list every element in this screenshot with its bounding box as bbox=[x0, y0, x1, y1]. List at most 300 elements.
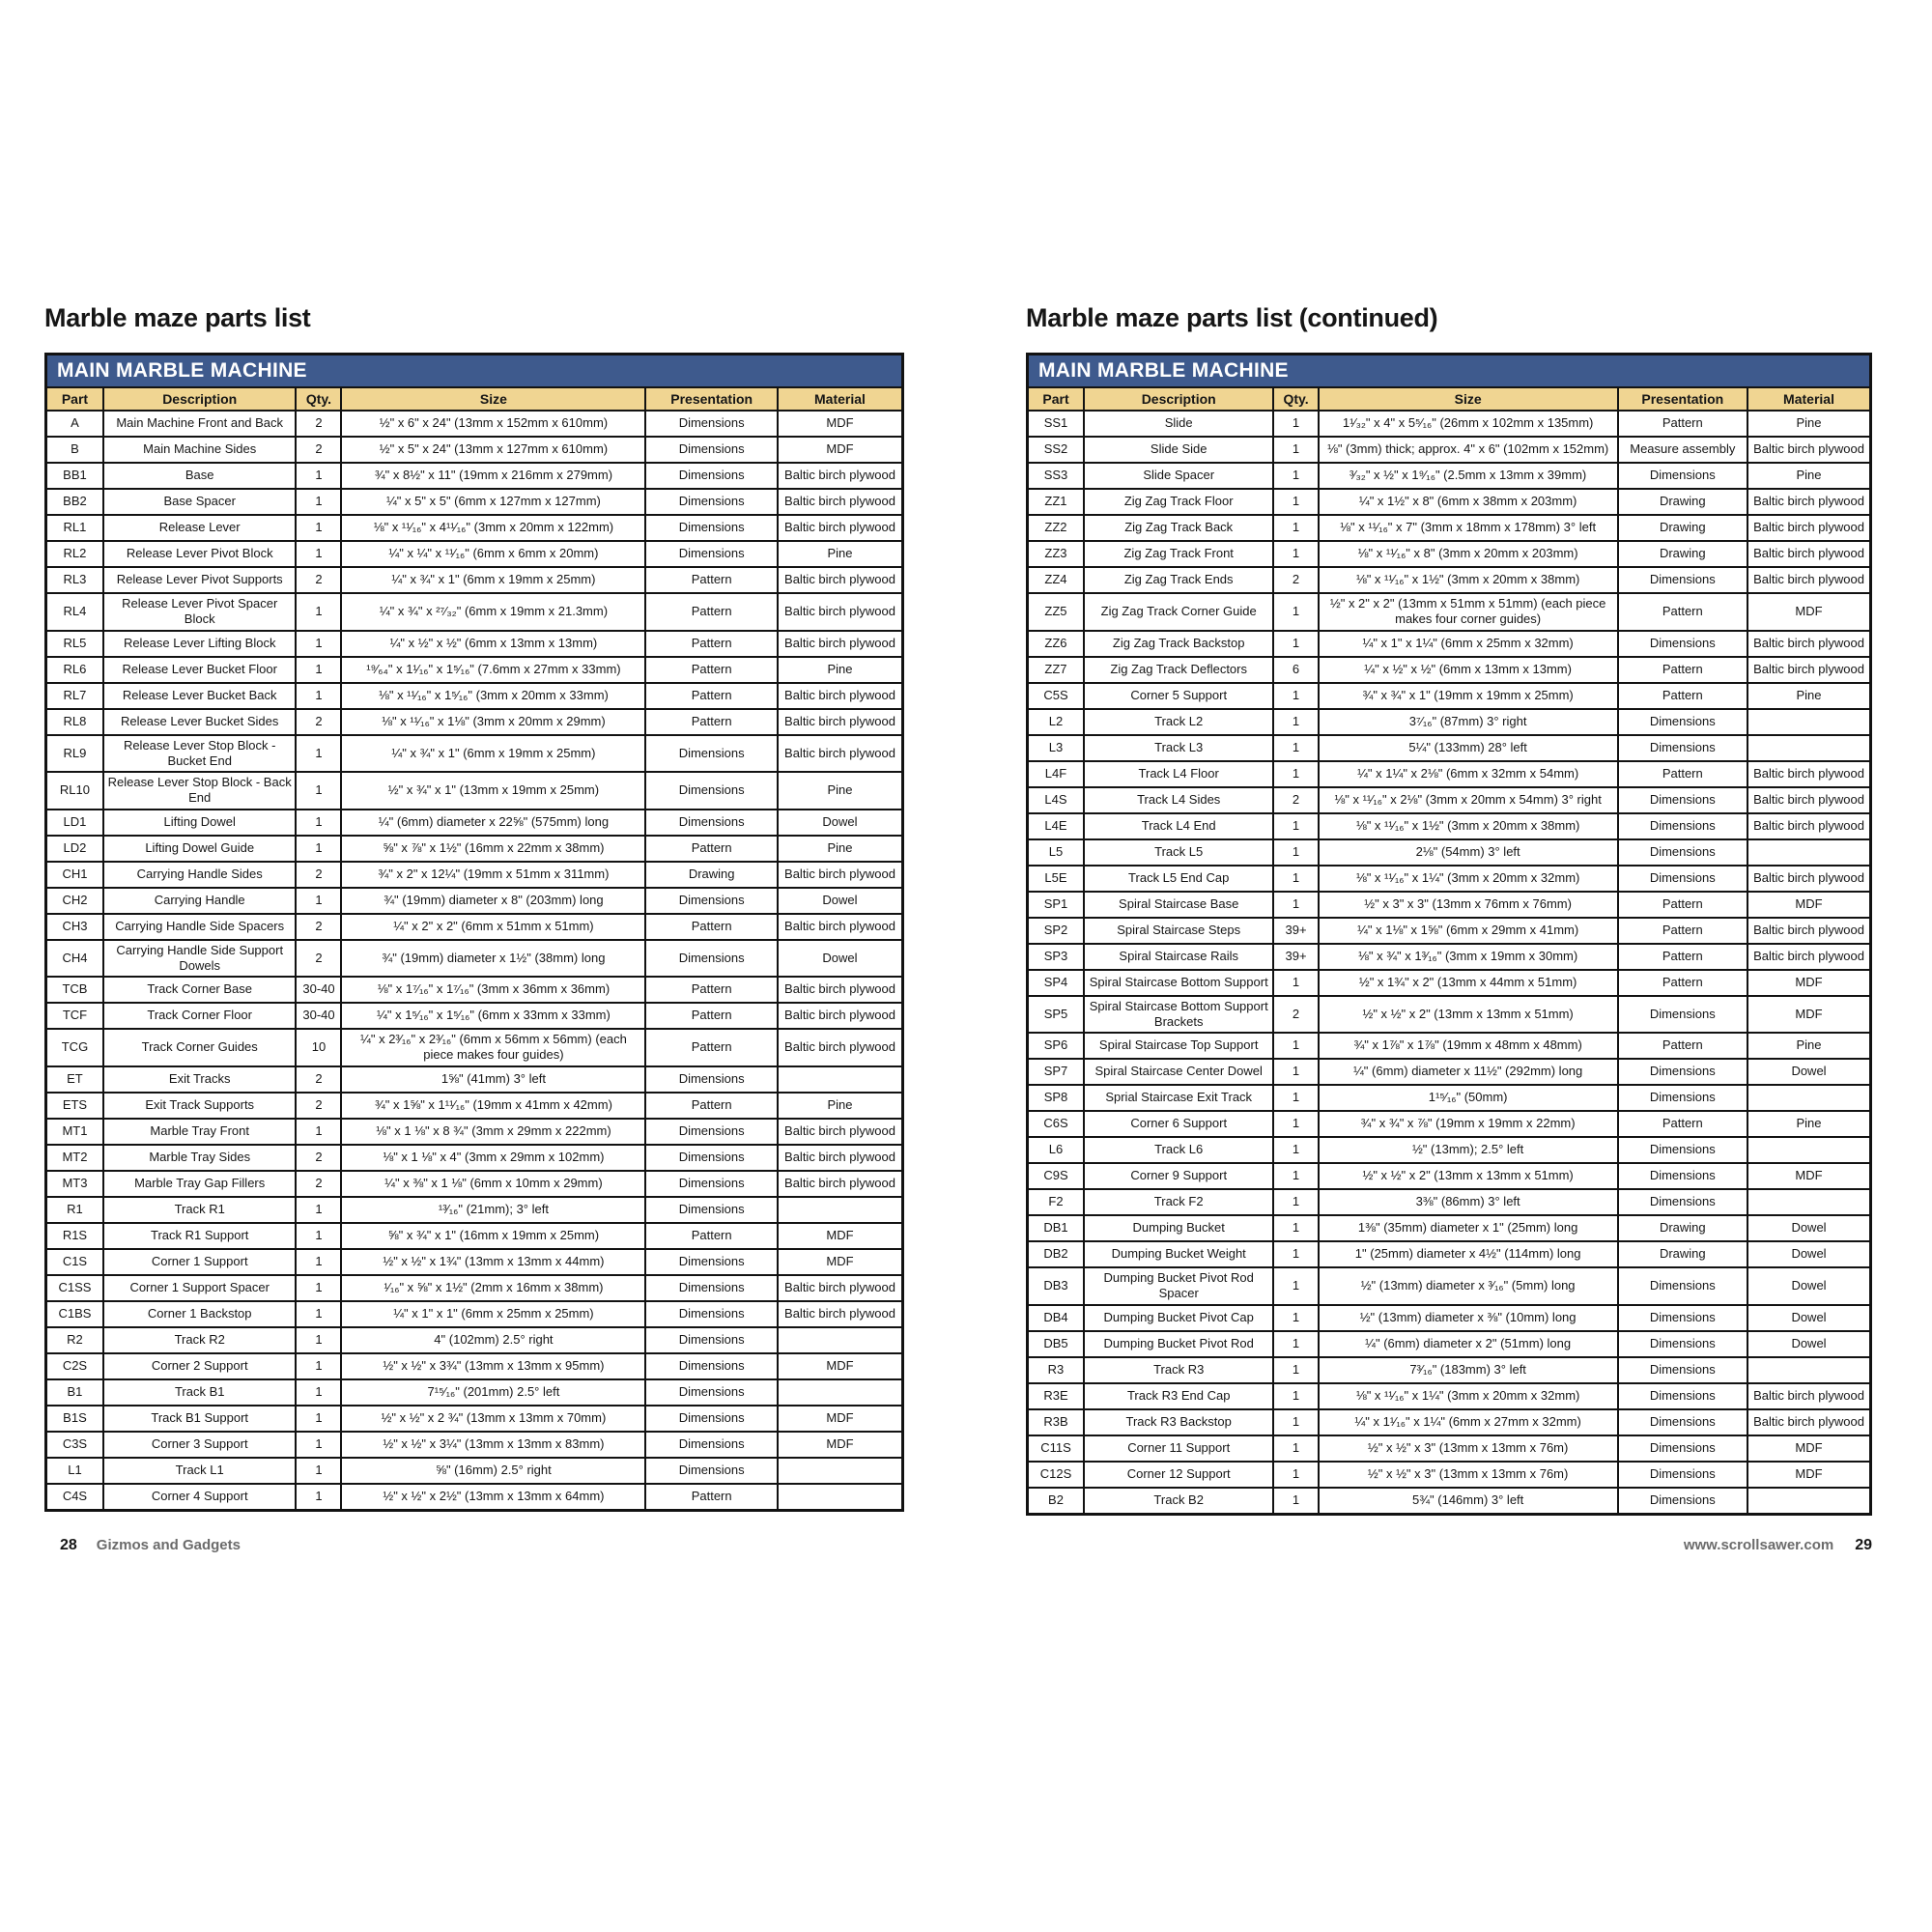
column-header-description: Description bbox=[1084, 387, 1273, 411]
cell-part: DB3 bbox=[1028, 1267, 1084, 1305]
cell-presentation: Dimensions bbox=[1618, 1137, 1747, 1163]
cell-description: Corner 1 Backstop bbox=[103, 1301, 297, 1327]
column-header-size: Size bbox=[341, 387, 645, 411]
cell-qty: 1 bbox=[1273, 631, 1318, 657]
cell-presentation: Pattern bbox=[1618, 1033, 1747, 1059]
column-header-size: Size bbox=[1319, 387, 1618, 411]
cell-size: ¼" x 1¹⁄₁₆" x 1¼" (6mm x 27mm x 32mm) bbox=[1319, 1409, 1618, 1435]
cell-size: 7¹⁵⁄₁₆" (201mm) 2.5° left bbox=[341, 1379, 645, 1406]
cell-presentation: Pattern bbox=[1618, 593, 1747, 631]
cell-description: Corner 12 Support bbox=[1084, 1462, 1273, 1488]
cell-size: ½" x 2" x 2" (13mm x 51mm x 51mm) (each piece makes four corner guides) bbox=[1319, 593, 1618, 631]
cell-size: ¼" x 1" x 1" (6mm x 25mm x 25mm) bbox=[341, 1301, 645, 1327]
cell-part: RL8 bbox=[46, 709, 103, 735]
table-row bbox=[46, 1432, 903, 1458]
cell-part: SP3 bbox=[1028, 944, 1084, 970]
cell-part: SP2 bbox=[1028, 918, 1084, 944]
cell-part: C5S bbox=[1028, 683, 1084, 709]
cell-qty: 1 bbox=[296, 1484, 341, 1511]
table-row bbox=[1028, 1383, 1871, 1409]
cell-size: 1" (25mm) diameter x 4½" (114mm) long bbox=[1319, 1241, 1618, 1267]
cell-size: ½" x ½" x 2" (13mm x 13mm x 51mm) bbox=[1319, 1163, 1618, 1189]
table-row bbox=[46, 810, 903, 836]
cell-part: SS3 bbox=[1028, 463, 1084, 489]
cell-material: Baltic birch plywood bbox=[778, 1275, 903, 1301]
cell-material: Dowel bbox=[1747, 1241, 1870, 1267]
cell-material: Dowel bbox=[1747, 1305, 1870, 1331]
cell-presentation: Drawing bbox=[1618, 1241, 1747, 1267]
cell-material: Baltic birch plywood bbox=[778, 709, 903, 735]
cell-part: L1 bbox=[46, 1458, 103, 1484]
cell-material: Baltic birch plywood bbox=[778, 1119, 903, 1145]
cell-qty: 1 bbox=[296, 1301, 341, 1327]
cell-size: ½" (13mm) diameter x ³⁄₁₆" (5mm) long bbox=[1319, 1267, 1618, 1305]
cell-size: ¾" (19mm) diameter x 8" (203mm) long bbox=[341, 888, 645, 914]
cell-part: RL5 bbox=[46, 631, 103, 657]
table-row bbox=[1028, 1488, 1871, 1515]
cell-qty: 1 bbox=[296, 1379, 341, 1406]
table-row bbox=[1028, 657, 1871, 683]
cell-presentation: Dimensions bbox=[645, 1301, 778, 1327]
cell-size: ¼" x 1¼" x 2⅛" (6mm x 32mm x 54mm) bbox=[1319, 761, 1618, 787]
cell-presentation: Measure assembly bbox=[1618, 437, 1747, 463]
table-row bbox=[1028, 1241, 1871, 1267]
page-title: Marble maze parts list bbox=[44, 303, 311, 332]
cell-material: Baltic birch plywood bbox=[778, 1029, 903, 1066]
cell-size: ⅛" x 1⁷⁄₁₆" x 1⁷⁄₁₆" (3mm x 36mm x 36mm) bbox=[341, 977, 645, 1003]
column-header-part: Part bbox=[46, 387, 103, 411]
cell-part: ZZ2 bbox=[1028, 515, 1084, 541]
cell-part: TCF bbox=[46, 1003, 103, 1029]
cell-presentation: Pattern bbox=[1618, 1111, 1747, 1137]
cell-description: Release Lever bbox=[103, 515, 297, 541]
cell-material: Dowel bbox=[778, 940, 903, 978]
cell-material: Pine bbox=[1747, 463, 1870, 489]
cell-size: ⅛" (3mm) thick; approx. 4" x 6" (102mm x 152mm) bbox=[1319, 437, 1618, 463]
table-row bbox=[1028, 1435, 1871, 1462]
cell-part: L5E bbox=[1028, 866, 1084, 892]
table-row bbox=[1028, 709, 1871, 735]
table-row bbox=[1028, 970, 1871, 996]
cell-qty: 1 bbox=[1273, 839, 1318, 866]
cell-part: CH1 bbox=[46, 862, 103, 888]
cell-material: Baltic birch plywood bbox=[1747, 787, 1870, 813]
cell-description: Lifting Dowel Guide bbox=[103, 836, 297, 862]
cell-presentation: Dimensions bbox=[645, 1353, 778, 1379]
cell-presentation: Dimensions bbox=[1618, 735, 1747, 761]
cell-size: ¼" x 1" x 1¼" (6mm x 25mm x 32mm) bbox=[1319, 631, 1618, 657]
cell-description: Release Lever Stop Block - Back End bbox=[103, 772, 297, 810]
page-left bbox=[44, 303, 904, 1512]
cell-material bbox=[1747, 839, 1870, 866]
cell-size: ⅛" x ¹¹⁄₁₆" x 2⅛" (3mm x 20mm x 54mm) 3° right bbox=[1319, 787, 1618, 813]
footer-text: Gizmos and Gadgets bbox=[96, 1537, 241, 1553]
cell-part: RL1 bbox=[46, 515, 103, 541]
cell-part: DB2 bbox=[1028, 1241, 1084, 1267]
cell-part: SP5 bbox=[1028, 996, 1084, 1034]
cell-part: R1S bbox=[46, 1223, 103, 1249]
cell-description: Corner 3 Support bbox=[103, 1432, 297, 1458]
cell-description: Track L1 bbox=[103, 1458, 297, 1484]
table-row bbox=[46, 1301, 903, 1327]
cell-qty: 2 bbox=[296, 1171, 341, 1197]
table-row bbox=[1028, 839, 1871, 866]
cell-description: Corner 6 Support bbox=[1084, 1111, 1273, 1137]
cell-description: Track L2 bbox=[1084, 709, 1273, 735]
cell-size: 5¾" (146mm) 3° left bbox=[1319, 1488, 1618, 1515]
cell-size: ¼" x 1⅛" x 1⅝" (6mm x 29mm x 41mm) bbox=[1319, 918, 1618, 944]
section-header-row bbox=[1028, 355, 1871, 388]
cell-presentation: Dimensions bbox=[645, 1275, 778, 1301]
cell-qty: 1 bbox=[296, 515, 341, 541]
cell-size: ⅛" x ¹¹⁄₁₆" x 1½" (3mm x 20mm x 38mm) bbox=[1319, 813, 1618, 839]
table-row bbox=[46, 1275, 903, 1301]
cell-presentation: Dimensions bbox=[645, 463, 778, 489]
cell-size: ½" (13mm); 2.5° left bbox=[1319, 1137, 1618, 1163]
cell-qty: 1 bbox=[1273, 970, 1318, 996]
cell-material: Baltic birch plywood bbox=[778, 489, 903, 515]
table-row bbox=[46, 411, 903, 437]
cell-presentation: Pattern bbox=[645, 657, 778, 683]
table-row bbox=[46, 631, 903, 657]
cell-description: Marble Tray Front bbox=[103, 1119, 297, 1145]
cell-qty: 1 bbox=[296, 810, 341, 836]
cell-material: Baltic birch plywood bbox=[778, 631, 903, 657]
table-row bbox=[46, 463, 903, 489]
cell-qty: 1 bbox=[1273, 515, 1318, 541]
cell-presentation: Dimensions bbox=[645, 1119, 778, 1145]
cell-material: MDF bbox=[1747, 593, 1870, 631]
cell-size: ½" x ½" x 1¾" (13mm x 13mm x 44mm) bbox=[341, 1249, 645, 1275]
cell-qty: 2 bbox=[296, 1066, 341, 1093]
cell-size: ½" x ½" x 3" (13mm x 13mm x 76m) bbox=[1319, 1462, 1618, 1488]
cell-presentation: Dimensions bbox=[1618, 463, 1747, 489]
table-row bbox=[1028, 1163, 1871, 1189]
cell-size: ¼" x 2" x 2" (6mm x 51mm x 51mm) bbox=[341, 914, 645, 940]
table-row bbox=[1028, 918, 1871, 944]
cell-part: DB5 bbox=[1028, 1331, 1084, 1357]
cell-description: Release Lever Stop Block - Bucket End bbox=[103, 735, 297, 773]
cell-material bbox=[778, 1197, 903, 1223]
cell-part: R3B bbox=[1028, 1409, 1084, 1435]
cell-size: 1⅝" (41mm) 3° left bbox=[341, 1066, 645, 1093]
cell-qty: 1 bbox=[296, 489, 341, 515]
cell-material: Baltic birch plywood bbox=[1747, 437, 1870, 463]
table-row bbox=[1028, 1331, 1871, 1357]
cell-presentation: Dimensions bbox=[1618, 787, 1747, 813]
cell-presentation: Dimensions bbox=[645, 1406, 778, 1432]
cell-qty: 2 bbox=[1273, 567, 1318, 593]
cell-qty: 1 bbox=[1273, 1409, 1318, 1435]
cell-material: MDF bbox=[1747, 996, 1870, 1034]
table-row bbox=[46, 657, 903, 683]
cell-qty: 1 bbox=[1273, 1033, 1318, 1059]
table-row bbox=[1028, 515, 1871, 541]
cell-size: ⅝" (16mm) 2.5° right bbox=[341, 1458, 645, 1484]
table-row bbox=[1028, 866, 1871, 892]
cell-qty: 1 bbox=[1273, 1111, 1318, 1137]
table-row bbox=[1028, 489, 1871, 515]
cell-part: DB4 bbox=[1028, 1305, 1084, 1331]
table-row bbox=[46, 1458, 903, 1484]
cell-qty: 1 bbox=[296, 657, 341, 683]
table-row bbox=[46, 1197, 903, 1223]
cell-material: Pine bbox=[1747, 683, 1870, 709]
table-row bbox=[1028, 813, 1871, 839]
cell-qty: 1 bbox=[296, 888, 341, 914]
table-row bbox=[1028, 1409, 1871, 1435]
page-footer-left bbox=[60, 1537, 241, 1554]
cell-qty: 1 bbox=[1273, 411, 1318, 437]
table-row bbox=[1028, 567, 1871, 593]
cell-part: LD2 bbox=[46, 836, 103, 862]
cell-qty: 2 bbox=[296, 914, 341, 940]
parts-table-left bbox=[44, 353, 904, 1512]
cell-qty: 2 bbox=[296, 940, 341, 978]
cell-description: Spiral Staircase Rails bbox=[1084, 944, 1273, 970]
cell-part: SP7 bbox=[1028, 1059, 1084, 1085]
table-row bbox=[1028, 944, 1871, 970]
cell-presentation: Dimensions bbox=[645, 735, 778, 773]
table-section-header: MAIN MARBLE MACHINE bbox=[46, 355, 903, 388]
cell-description: Spiral Staircase Base bbox=[1084, 892, 1273, 918]
cell-description: Track R3 End Cap bbox=[1084, 1383, 1273, 1409]
cell-part: L4S bbox=[1028, 787, 1084, 813]
cell-size: ¼" x ⅜" x 1 ⅛" (6mm x 10mm x 29mm) bbox=[341, 1171, 645, 1197]
cell-size: 5¼" (133mm) 28° left bbox=[1319, 735, 1618, 761]
cell-qty: 1 bbox=[296, 463, 341, 489]
table-row bbox=[46, 683, 903, 709]
table-row bbox=[1028, 761, 1871, 787]
cell-part: BB2 bbox=[46, 489, 103, 515]
cell-description: Slide Spacer bbox=[1084, 463, 1273, 489]
cell-material: Pine bbox=[1747, 1111, 1870, 1137]
cell-material: Baltic birch plywood bbox=[778, 862, 903, 888]
cell-size: ¾" x ¾" x ⅞" (19mm x 19mm x 22mm) bbox=[1319, 1111, 1618, 1137]
cell-qty: 1 bbox=[296, 1197, 341, 1223]
cell-part: SP1 bbox=[1028, 892, 1084, 918]
cell-presentation: Dimensions bbox=[1618, 1059, 1747, 1085]
cell-material: Baltic birch plywood bbox=[1747, 866, 1870, 892]
cell-part: RL9 bbox=[46, 735, 103, 773]
cell-material: MDF bbox=[778, 1249, 903, 1275]
cell-description: Track Corner Floor bbox=[103, 1003, 297, 1029]
cell-part: CH3 bbox=[46, 914, 103, 940]
cell-description: Track L5 bbox=[1084, 839, 1273, 866]
cell-material: MDF bbox=[1747, 1462, 1870, 1488]
cell-size: ¼" (6mm) diameter x 2" (51mm) long bbox=[1319, 1331, 1618, 1357]
cell-qty: 1 bbox=[1273, 1163, 1318, 1189]
cell-qty: 1 bbox=[296, 1275, 341, 1301]
table-row bbox=[46, 1066, 903, 1093]
cell-description: Track B1 Support bbox=[103, 1406, 297, 1432]
cell-presentation: Drawing bbox=[1618, 515, 1747, 541]
cell-part: L2 bbox=[1028, 709, 1084, 735]
cell-qty: 30-40 bbox=[296, 1003, 341, 1029]
cell-qty: 1 bbox=[1273, 1059, 1318, 1085]
cell-part: CH2 bbox=[46, 888, 103, 914]
page-number: 29 bbox=[1855, 1537, 1872, 1553]
cell-description: Track F2 bbox=[1084, 1189, 1273, 1215]
cell-part: L3 bbox=[1028, 735, 1084, 761]
table-row bbox=[46, 1029, 903, 1066]
cell-material: Dowel bbox=[778, 888, 903, 914]
cell-qty: 1 bbox=[296, 1119, 341, 1145]
cell-part: RL4 bbox=[46, 593, 103, 631]
table-row bbox=[1028, 1111, 1871, 1137]
cell-size: ¾" x 2" x 12¼" (19mm x 51mm x 311mm) bbox=[341, 862, 645, 888]
table-row bbox=[1028, 1215, 1871, 1241]
cell-qty: 1 bbox=[296, 1353, 341, 1379]
cell-qty: 10 bbox=[296, 1029, 341, 1066]
cell-presentation: Pattern bbox=[1618, 657, 1747, 683]
table-row bbox=[1028, 1033, 1871, 1059]
cell-qty: 1 bbox=[1273, 541, 1318, 567]
cell-presentation: Dimensions bbox=[1618, 839, 1747, 866]
cell-part: MT1 bbox=[46, 1119, 103, 1145]
cell-qty: 2 bbox=[1273, 787, 1318, 813]
cell-presentation: Dimensions bbox=[645, 489, 778, 515]
cell-size: ¼" x ½" x ½" (6mm x 13mm x 13mm) bbox=[341, 631, 645, 657]
cell-part: ET bbox=[46, 1066, 103, 1093]
cell-description: Base bbox=[103, 463, 297, 489]
cell-description: Spiral Staircase Bottom Support Brackets bbox=[1084, 996, 1273, 1034]
cell-part: MT2 bbox=[46, 1145, 103, 1171]
cell-part: SS2 bbox=[1028, 437, 1084, 463]
table-row bbox=[46, 567, 903, 593]
cell-material: Pine bbox=[1747, 411, 1870, 437]
cell-size: ½" x 5" x 24" (13mm x 127mm x 610mm) bbox=[341, 437, 645, 463]
parts-table-right bbox=[1026, 353, 1872, 1516]
cell-description: Marble Tray Sides bbox=[103, 1145, 297, 1171]
cell-size: ¼" x ¾" x 1" (6mm x 19mm x 25mm) bbox=[341, 735, 645, 773]
cell-part: A bbox=[46, 411, 103, 437]
cell-description: Carrying Handle Side Support Dowels bbox=[103, 940, 297, 978]
cell-qty: 1 bbox=[1273, 866, 1318, 892]
cell-part: C3S bbox=[46, 1432, 103, 1458]
table-row bbox=[1028, 1305, 1871, 1331]
cell-description: Corner 4 Support bbox=[103, 1484, 297, 1511]
cell-part: R2 bbox=[46, 1327, 103, 1353]
cell-size: ½" x ½" x 2 ¾" (13mm x 13mm x 70mm) bbox=[341, 1406, 645, 1432]
cell-description: Track L3 bbox=[1084, 735, 1273, 761]
cell-description: Main Machine Front and Back bbox=[103, 411, 297, 437]
cell-part: R1 bbox=[46, 1197, 103, 1223]
cell-description: Track Corner Guides bbox=[103, 1029, 297, 1066]
cell-description: Track L4 End bbox=[1084, 813, 1273, 839]
cell-qty: 2 bbox=[296, 567, 341, 593]
cell-material: Baltic birch plywood bbox=[778, 1003, 903, 1029]
cell-material bbox=[778, 1458, 903, 1484]
cell-size: ¾" x 1⅝" x 1¹¹⁄₁₆" (19mm x 41mm x 42mm) bbox=[341, 1093, 645, 1119]
cell-qty: 6 bbox=[1273, 657, 1318, 683]
cell-part: BB1 bbox=[46, 463, 103, 489]
cell-material: Baltic birch plywood bbox=[1747, 761, 1870, 787]
cell-presentation: Dimensions bbox=[1618, 1331, 1747, 1357]
cell-part: C6S bbox=[1028, 1111, 1084, 1137]
cell-part: TCB bbox=[46, 977, 103, 1003]
column-header-presentation: Presentation bbox=[645, 387, 778, 411]
cell-description: Track L4 Floor bbox=[1084, 761, 1273, 787]
cell-part: RL6 bbox=[46, 657, 103, 683]
cell-material bbox=[1747, 1357, 1870, 1383]
cell-presentation: Dimensions bbox=[645, 888, 778, 914]
cell-description: Track B1 bbox=[103, 1379, 297, 1406]
cell-qty: 1 bbox=[1273, 1215, 1318, 1241]
cell-qty: 1 bbox=[296, 593, 341, 631]
cell-qty: 1 bbox=[296, 1249, 341, 1275]
cell-material bbox=[778, 1484, 903, 1511]
table-row bbox=[1028, 1085, 1871, 1111]
cell-qty: 1 bbox=[296, 1406, 341, 1432]
table-row bbox=[46, 1119, 903, 1145]
table-row bbox=[1028, 631, 1871, 657]
cell-description: Track L6 bbox=[1084, 1137, 1273, 1163]
cell-presentation: Drawing bbox=[1618, 541, 1747, 567]
cell-size: ⅝" x ⅞" x 1½" (16mm x 22mm x 38mm) bbox=[341, 836, 645, 862]
cell-presentation: Dimensions bbox=[1618, 567, 1747, 593]
cell-material: Baltic birch plywood bbox=[1747, 631, 1870, 657]
cell-description: Spiral Staircase Steps bbox=[1084, 918, 1273, 944]
cell-presentation: Dimensions bbox=[1618, 1267, 1747, 1305]
cell-size: 3⁷⁄₁₆" (87mm) 3° right bbox=[1319, 709, 1618, 735]
table-row bbox=[46, 593, 903, 631]
cell-material bbox=[778, 1066, 903, 1093]
table-row bbox=[1028, 1462, 1871, 1488]
cell-qty: 1 bbox=[1273, 735, 1318, 761]
cell-presentation: Pattern bbox=[645, 1223, 778, 1249]
cell-material: Baltic birch plywood bbox=[1747, 944, 1870, 970]
page-title: Marble maze parts list (continued) bbox=[1026, 303, 1438, 332]
cell-presentation: Pattern bbox=[645, 1484, 778, 1511]
table-row bbox=[46, 735, 903, 773]
cell-part: B2 bbox=[1028, 1488, 1084, 1515]
cell-size: ¾" (19mm) diameter x 1½" (38mm) long bbox=[341, 940, 645, 978]
cell-description: Release Lever Bucket Floor bbox=[103, 657, 297, 683]
cell-qty: 2 bbox=[1273, 996, 1318, 1034]
cell-presentation: Pattern bbox=[645, 1029, 778, 1066]
cell-description: Track R3 Backstop bbox=[1084, 1409, 1273, 1435]
cell-description: Corner 9 Support bbox=[1084, 1163, 1273, 1189]
cell-size: ¼" x 1⁵⁄₁₆" x 1⁵⁄₁₆" (6mm x 33mm x 33mm) bbox=[341, 1003, 645, 1029]
cell-part: L5 bbox=[1028, 839, 1084, 866]
table-row bbox=[1028, 683, 1871, 709]
cell-description: Track R1 Support bbox=[103, 1223, 297, 1249]
cell-description: Dumping Bucket bbox=[1084, 1215, 1273, 1241]
table-row bbox=[46, 1484, 903, 1511]
cell-material: Dowel bbox=[1747, 1267, 1870, 1305]
cell-size: ⅛" x ¹¹⁄₁₆" x 7" (3mm x 18mm x 178mm) 3° left bbox=[1319, 515, 1618, 541]
cell-part: MT3 bbox=[46, 1171, 103, 1197]
cell-presentation: Dimensions bbox=[645, 1458, 778, 1484]
table-row bbox=[1028, 892, 1871, 918]
cell-part: B bbox=[46, 437, 103, 463]
cell-material bbox=[1747, 1488, 1870, 1515]
cell-material: Baltic birch plywood bbox=[778, 1301, 903, 1327]
cell-presentation: Dimensions bbox=[1618, 1383, 1747, 1409]
cell-presentation: Dimensions bbox=[1618, 1189, 1747, 1215]
cell-material: Baltic birch plywood bbox=[778, 567, 903, 593]
cell-presentation: Pattern bbox=[645, 709, 778, 735]
cell-qty: 1 bbox=[1273, 1189, 1318, 1215]
cell-presentation: Dimensions bbox=[645, 940, 778, 978]
cell-qty: 39+ bbox=[1273, 918, 1318, 944]
cell-material: Baltic birch plywood bbox=[778, 735, 903, 773]
table-row bbox=[46, 1327, 903, 1353]
cell-qty: 1 bbox=[1273, 761, 1318, 787]
cell-size: ½" x 6" x 24" (13mm x 152mm x 610mm) bbox=[341, 411, 645, 437]
cell-part: ETS bbox=[46, 1093, 103, 1119]
